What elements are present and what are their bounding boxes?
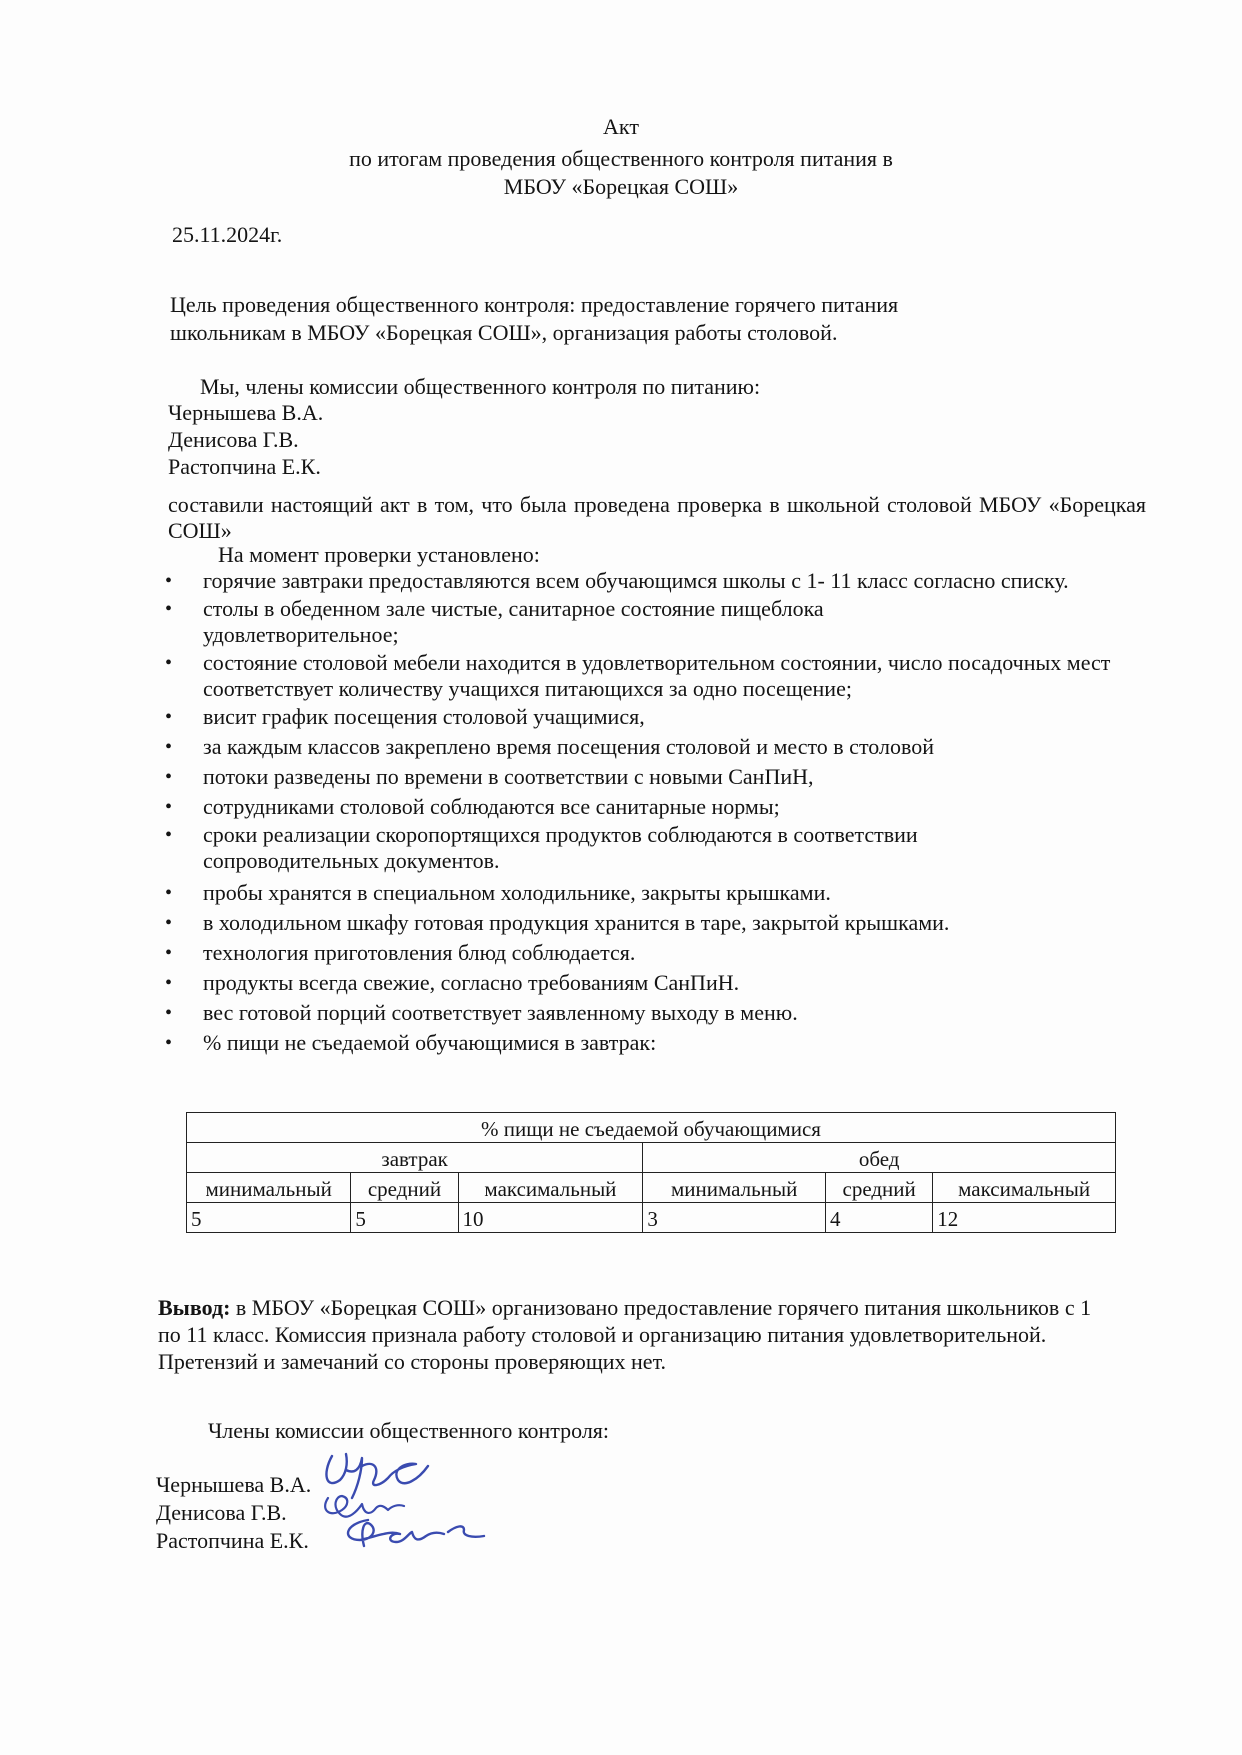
signatory-name: Растопчина Е.К. (156, 1528, 309, 1553)
commission-member: Растопчина Е.К. (168, 454, 321, 479)
finding-item: • в холодильном шкафу готовая продукция хранится в таре, закрытой крышками. (165, 910, 1145, 936)
table-value-cell: 3 (643, 1203, 826, 1233)
table-value-cell: 12 (933, 1203, 1116, 1233)
finding-item: • состояние столовой мебели находится в удовлетворительном состоянии, число посадочных мест соответствует количеству учащихся питающихся за одно посещение; (165, 650, 1145, 702)
conclusion-label: Вывод: (158, 1295, 231, 1320)
table-group-breakfast: завтрак (187, 1143, 643, 1173)
table-column-header: максимальный (933, 1173, 1116, 1203)
table-value-cell: 4 (826, 1203, 933, 1233)
purpose-line-2: школьникам в МБОУ «Борецкая СОШ», организация работы столовой. (170, 320, 838, 345)
signature-rastopchina (338, 1510, 488, 1560)
table-value-cell: 5 (351, 1203, 458, 1233)
commission-member: Денисова Г.В. (168, 427, 299, 452)
table-group-lunch: обед (643, 1143, 1116, 1173)
table-column-header: средний (351, 1173, 458, 1203)
table-value-cell: 10 (458, 1203, 643, 1233)
table-title-cell: % пищи не съедаемой обучающимися (187, 1113, 1116, 1143)
table-value-cell: 5 (187, 1203, 351, 1233)
finding-item: • % пищи не съедаемой обучающимися в завтрак: (165, 1030, 1145, 1056)
finding-item: • пробы хранятся в специальном холодильнике, закрыты крышками. (165, 880, 1145, 906)
table-column-header: минимальный (187, 1173, 351, 1203)
findings-intro: На момент проверки установлено: (218, 542, 540, 567)
finding-item: • вес готовой порций соответствует заявленному выходу в меню. (165, 1000, 1145, 1026)
finding-item: • технология приготовления блюд соблюдается. (165, 940, 1145, 966)
commission-intro: Мы, члены комиссии общественного контроля по питанию: (200, 374, 761, 399)
signatory-name: Денисова Г.В. (156, 1500, 287, 1525)
document-subtitle-line2: МБОУ «Борецкая СОШ» (503, 174, 739, 199)
finding-item: • сроки реализации скоропортящихся продуктов соблюдаются в соответствии сопроводительных документов. (165, 822, 1145, 874)
signatures-heading: Члены комиссии общественного контроля: (208, 1418, 610, 1443)
table-column-header: максимальный (458, 1173, 643, 1203)
document-subtitle-line1: по итогам проведения общественного контроля питания в (349, 146, 893, 171)
table-column-header: минимальный (643, 1173, 826, 1203)
findings-list (165, 568, 1145, 1056)
conclusion-paragraph (158, 1294, 1118, 1375)
conclusion-text: в МБОУ «Борецкая СОШ» организовано предоставление горячего питания школьников с 1 по 11 класс. Комиссия признала работу столовой и организацию питания удовлетворительной. Претензий и замечаний со стороны проверяющих нет. (158, 1295, 1092, 1374)
commission-statement: составили настоящий акт в том, что была проведена проверка в школьной столовой МБОУ «Борецкая СОШ» (168, 492, 1146, 543)
finding-item: • столы в обеденном зале чистые, санитарное состояние пищеблока удовлетворительное; (165, 596, 1145, 648)
table-column-header: средний (826, 1173, 933, 1203)
finding-item: • сотрудниками столовой соблюдаются все санитарные нормы; (165, 794, 1145, 820)
finding-item: • за каждым классов закреплено время посещения столовой и место в столовой (165, 734, 1145, 760)
finding-item: • потоки разведены по времени в соответствии с новыми СанПиН, (165, 764, 1145, 790)
document-date: 25.11.2024г. (172, 222, 283, 247)
finding-item: • горячие завтраки предоставляются всем обучающимся школы с 1- 11 класс согласно списку. (165, 568, 1145, 594)
purpose-line-1: Цель проведения общественного контроля: предоставление горячего питания (170, 292, 899, 317)
finding-item: • продукты всегда свежие, согласно требованиям СанПиН. (165, 970, 1145, 996)
signatory-name: Чернышева В.А. (156, 1472, 312, 1497)
food-waste-table (186, 1112, 1116, 1233)
commission-member: Чернышева В.А. (168, 400, 324, 425)
finding-item: • висит график посещения столовой учащимися, (165, 704, 1145, 730)
document-title: Акт (603, 114, 639, 139)
